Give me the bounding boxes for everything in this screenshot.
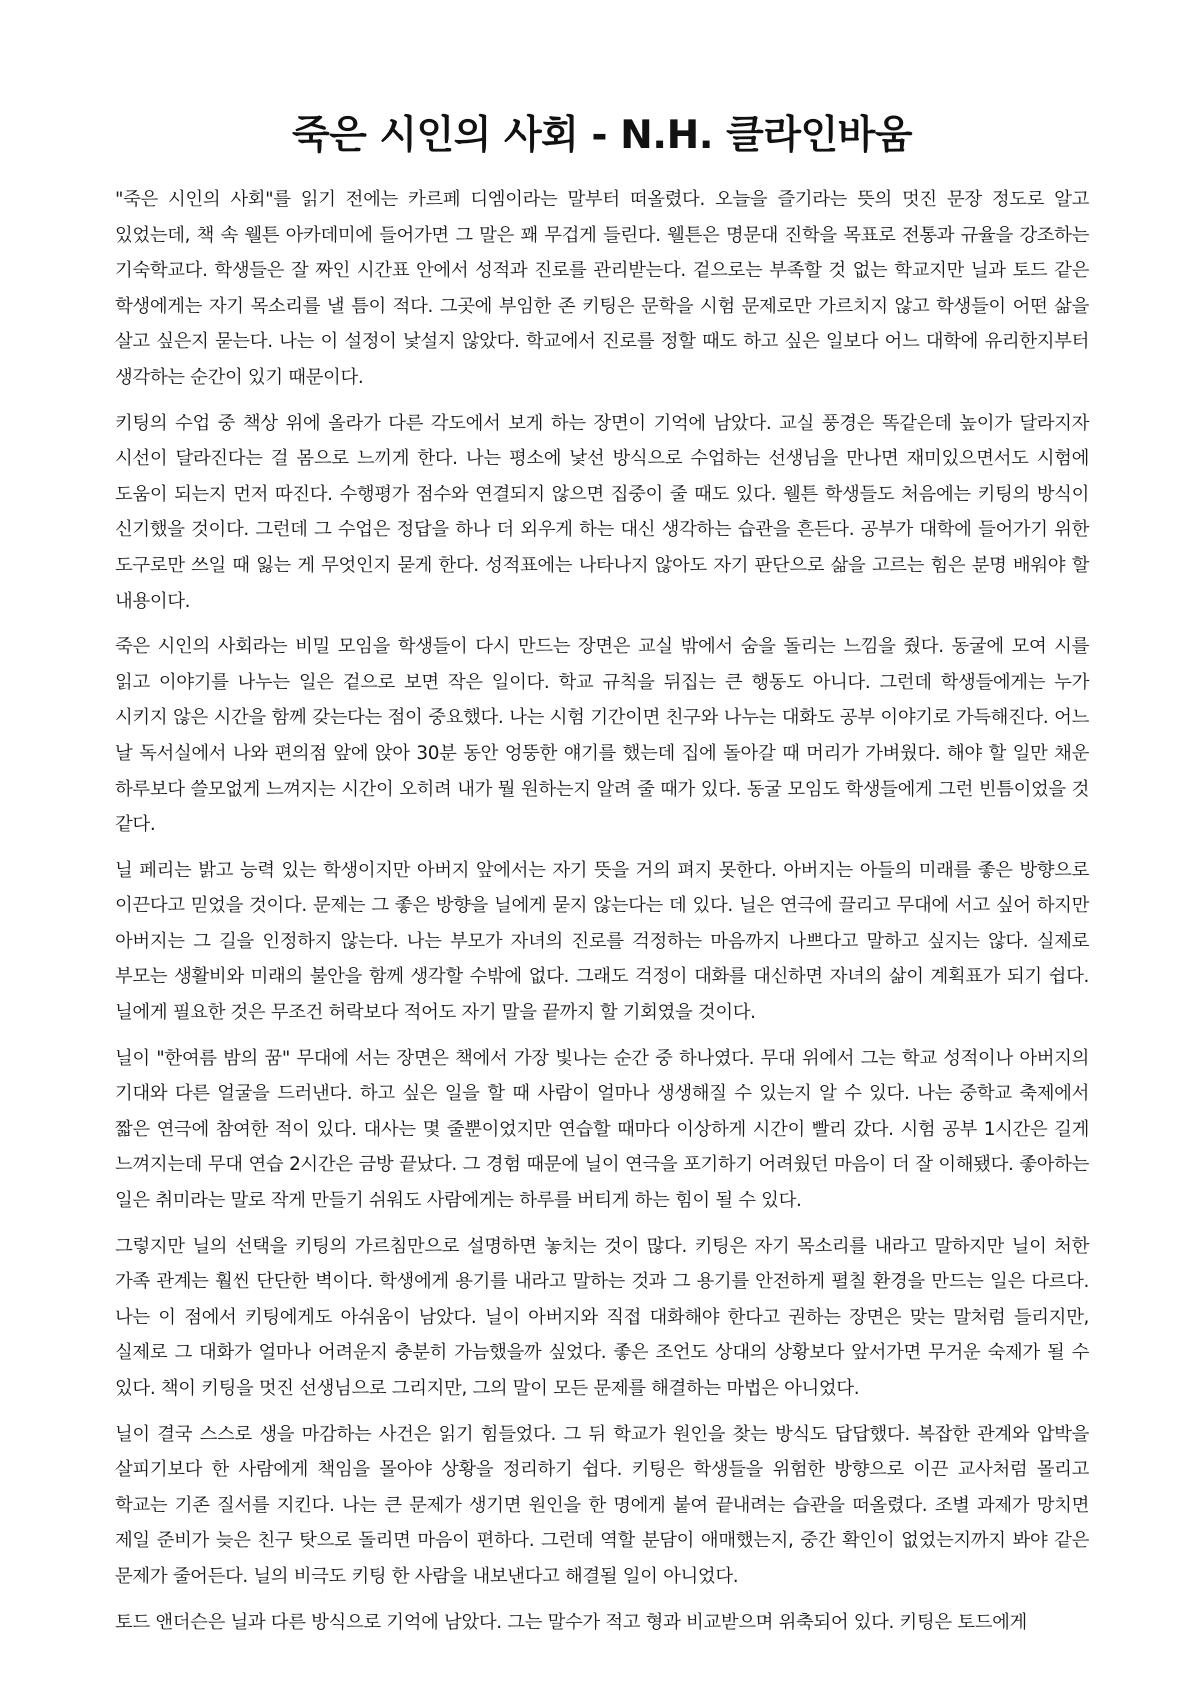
paragraph-2: 키팅의 수업 중 책상 위에 올라가 다른 각도에서 보게 하는 장면이 기억에 남았다. 교실 풍경은 똑같은데 높이가 달라지자 시선이 달라진다는 걸 몸으로 느끼게 한다. 나는 평소에 낯선 방식으로 수업하는 선생님을 만나면 재미있으면서도 시험에 도움이 되는지 먼저 따진다. 수행평가 점수와 연결되지 않으면 집중이 줄 때도 있다. 웰튼 학생들도 처음에는 키팅의 방식이 신기했을 것이다. 그런데 그 수업은 정답을 하나 더 외우게 하는 대신 생각하는 습관을 흔든다. 공부가 대학에 들어가기 위한 도구로만 쓰일 때 잃는 게 무엇인지 묻게 한다. 성적표에는 나타나지 않아도 자기 판단으로 삶을 고르는 힘은 분명 배워야 할 내용이다. (115, 412, 1089, 612)
essay-body (115, 182, 1089, 1640)
paragraph-5: 닐이 "한여름 밤의 꿈" 무대에 서는 장면은 책에서 가장 빛나는 순간 중 하나였다. 무대 위에서 그는 학교 성적이나 아버지의 기대와 다른 얼굴을 드러낸다. 하고 싶은 일을 할 때 사람이 얼마나 생생해질 수 있는지 알 수 있다. 나는 중학교 축제에서 짧은 연극에 참여한 적이 있다. 대사는 몇 줄뿐이었지만 연습할 때마다 이상하게 시간이 빨리 갔다. 시험 공부 1시간은 길게 느껴지는데 무대 연습 2시간은 금방 끝났다. 그 경험 때문에 닐이 연극을 포기하기 어려웠던 마음이 더 잘 이해됐다. 좋아하는 일은 취미라는 말로 작게 만들기 쉬워도 사람에게는 하루를 버티게 하는 힘이 될 수 있다. (115, 1047, 1089, 1212)
paragraph-1: "죽은 시인의 사회"를 읽기 전에는 카르페 디엠이라는 말부터 떠올렸다. 오늘을 즐기라는 뜻의 멋진 문장 정도로 알고 있었는데, 책 속 웰튼 아카데미에 들어가면 그 말은 꽤 무겁게 들린다. 웰튼은 명문대 진학을 목표로 전통과 규율을 강조하는 기숙학교다. 학생들은 잘 짜인 시간표 안에서 성적과 진로를 관리받는다. 겉으로는 부족할 것 없는 학교지만 닐과 토드 같은 학생에게는 자기 목소리를 낼 틈이 적다. 그곳에 부임한 존 키팅은 문학을 시험 문제로만 가르치지 않고 학생들이 어떤 삶을 살고 싶은지 묻는다. 나는 이 설정이 낯설지 않았다. 학교에서 진로를 정할 때도 하고 싶은 일보다 어느 대학에 유리한지부터 생각하는 순간이 있기 때문이다. (115, 189, 1089, 388)
paragraph-3: 죽은 시인의 사회라는 비밀 모임을 학생들이 다시 만드는 장면은 교실 밖에서 숨을 돌리는 느낌을 줬다. 동굴에 모여 시를 읽고 이야기를 나누는 일은 겉으로 보면 작은 일이다. 학교 규칙을 뒤집는 큰 행동도 아니다. 그런데 학생들에게는 누가 시키지 않은 시간을 함께 갖는다는 점이 중요했다. 나는 시험 기간이면 친구와 나누는 대화도 공부 이야기로 가득해진다. 어느 날 독서실에서 나와 편의점 앞에 앉아 30분 동안 엉뚱한 얘기를 했는데 집에 돌아갈 때 머리가 가벼웠다. 해야 할 일만 채운 하루보다 쓸모없게 느껴지는 시간이 오히려 내가 뭘 원하는지 알려 줄 때가 있다. 동굴 모임도 학생들에게 그런 빈틈이었을 것 같다. (115, 636, 1089, 836)
paragraph-4: 닐 페리는 밝고 능력 있는 학생이지만 아버지 앞에서는 자기 뜻을 거의 펴지 못한다. 아버지는 아들의 미래를 좋은 방향으로 이끈다고 믿었을 것이다. 문제는 그 좋은 방향을 닐에게 묻지 않는다는 데 있다. 닐은 연극에 끌리고 무대에 서고 싶어 하지만 아버지는 그 길을 인정하지 않는다. 나는 부모가 자녀의 진로를 걱정하는 마음까지 나쁘다고 말하고 싶지는 않다. 실제로 부모는 생활비와 미래의 불안을 함께 생각할 수밖에 없다. 그래도 걱정이 대화를 대신하면 자녀의 삶이 계획표가 되기 쉽다. 닐에게 필요한 것은 무조건 허락보다 적어도 자기 말을 끝까지 할 기회였을 것이다. (115, 859, 1089, 1024)
paragraph-7: 닐이 결국 스스로 생을 마감하는 사건은 읽기 힘들었다. 그 뒤 학교가 원인을 찾는 방식도 답답했다. 복잡한 관계와 압박을 살피기보다 한 사람에게 책임을 몰아야 상황을 정리하기 쉽다. 키팅은 학생들을 위험한 방향으로 이끈 교사처럼 몰리고 학교는 기존 질서를 지킨다. 나는 큰 문제가 생기면 원인을 한 명에게 붙여 끝내려는 습관을 떠올렸다. 조별 과제가 망치면 제일 준비가 늦은 친구 탓으로 돌리면 마음이 편하다. 그런데 역할 분담이 애매했는지, 중간 확인이 없었는지까지 봐야 같은 문제가 줄어든다. 닐의 비극도 키팅 한 사람을 내보낸다고 해결될 일이 아니었다. (115, 1423, 1089, 1587)
paragraph-6: 그렇지만 닐의 선택을 키팅의 가르침만으로 설명하면 놓치는 것이 많다. 키팅은 자기 목소리를 내라고 말하지만 닐이 처한 가족 관계는 훨씬 단단한 벽이다. 학생에게 용기를 내라고 말하는 것과 그 용기를 안전하게 펼칠 환경을 만드는 일은 다르다. 나는 이 점에서 키팅에게도 아쉬움이 남았다. 닐이 아버지와 직접 대화해야 한다고 권하는 장면은 맞는 말처럼 들리지만, 실제로 그 대화가 얼마나 어려운지 충분히 가늠했을까 싶었다. 좋은 조언도 상대의 상황보다 앞서가면 무거운 숙제가 될 수 있다. 책이 키팅을 멋진 선생님으로 그리지만, 그의 말이 모든 문제를 해결하는 마법은 아니었다. (115, 1235, 1089, 1399)
paragraph-8: 토드 앤더슨은 닐과 다른 방식으로 기억에 남았다. 그는 말수가 적고 형과 비교받으며 위축되어 있다. 키팅은 토드에게 (115, 1611, 1027, 1633)
page-title: 죽은 시인의 사회 - N.H. 클라인바움 (291, 113, 913, 158)
